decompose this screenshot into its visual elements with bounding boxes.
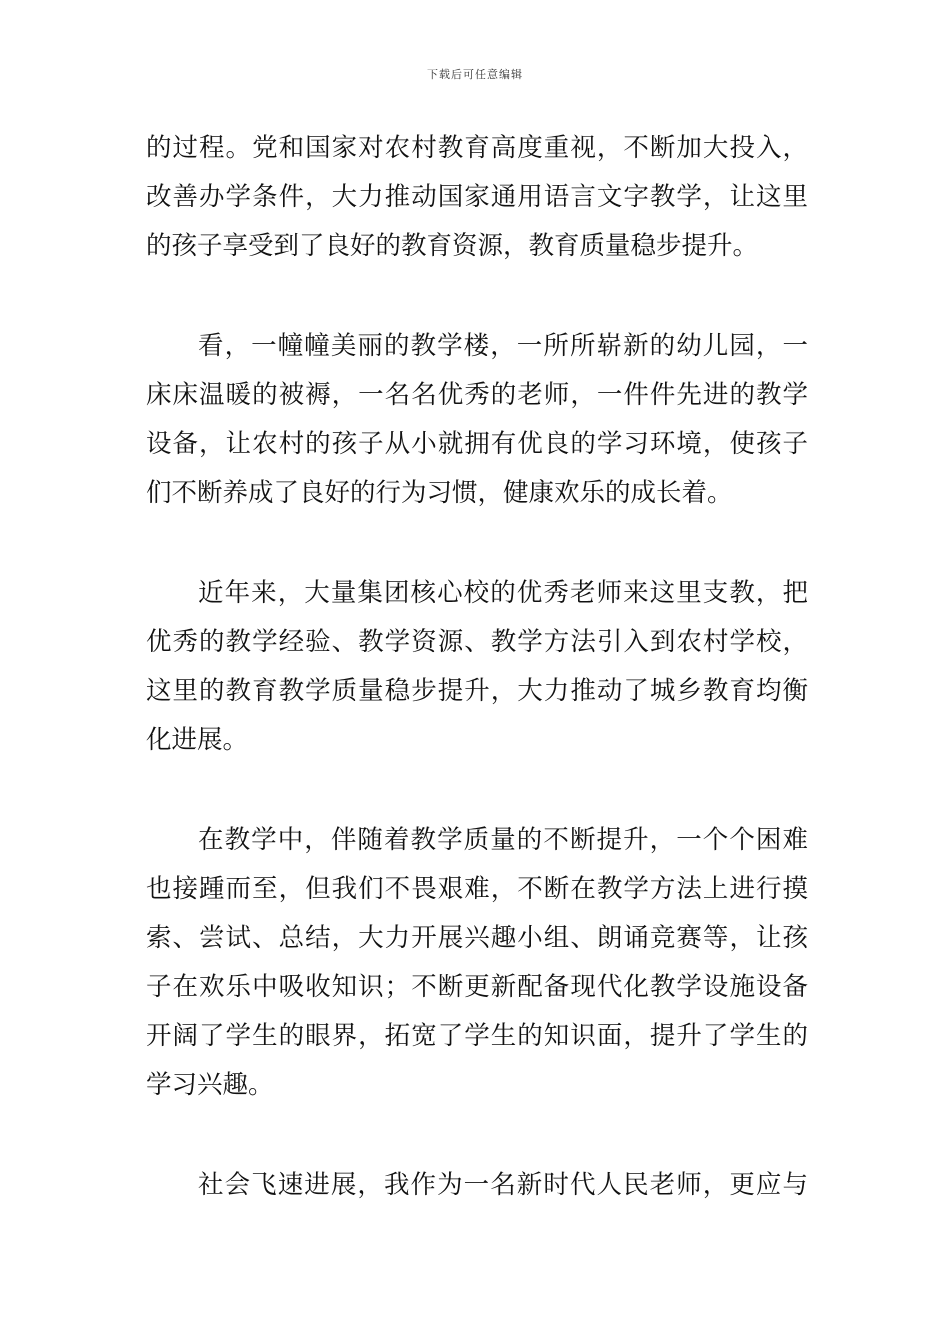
text-line: 这里的教育教学质量稳步提升，大力推动了城乡教育均衡 [146, 676, 808, 706]
paragraph-2 [146, 322, 808, 518]
paragraph-1 [146, 124, 808, 271]
text-line: 的过程。党和国家对农村教育高度重视，不断加大投入， [146, 133, 808, 163]
text-line: 们不断养成了良好的行为习惯，健康欢乐的成长着。 [146, 478, 733, 508]
paragraph-3 [146, 569, 808, 765]
text-line: 在教学中，伴随着教学质量的不断提升，一个个困难 [198, 825, 808, 855]
text-line: 的孩子享受到了良好的教育资源，教育质量稳步提升。 [146, 231, 759, 261]
page-header: 下载后可任意编辑 [427, 68, 523, 81]
text-line: 近年来，大量集团核心校的优秀老师来这里支教，把 [198, 578, 808, 608]
text-line: 子在欢乐中吸收知识；不断更新配备现代化教学设施设备 [146, 972, 808, 1002]
text-line: 化进展。 [146, 725, 249, 755]
document-body [146, 124, 808, 1261]
text-line: 开阔了学生的眼界，拓宽了学生的知识面，提升了学生的 [146, 1021, 808, 1051]
text-line: 看，一幢幢美丽的教学楼，一所所崭新的幼儿园，一 [198, 331, 808, 361]
text-line: 索、尝试、总结，大力开展兴趣小组、朗诵竞赛等，让孩 [146, 923, 808, 953]
paragraph-5 [146, 1161, 808, 1210]
text-line: 设备，让农村的孩子从小就拥有优良的学习环境，使孩子 [146, 429, 808, 459]
text-line: 优秀的教学经验、教学资源、教学方法引入到农村学校， [146, 627, 808, 657]
text-line: 学习兴趣。 [146, 1070, 274, 1100]
paragraph-4 [146, 816, 808, 1110]
text-line: 改善办学条件，大力推动国家通用语言文字教学，让这里 [146, 182, 808, 212]
text-line: 社会飞速进展，我作为一名新时代人民老师，更应与 [198, 1170, 808, 1200]
text-line: 床床温暖的被褥，一名名优秀的老师，一件件先进的教学 [146, 380, 808, 410]
text-line: 也接踵而至，但我们不畏艰难，不断在教学方法上进行摸 [146, 874, 808, 904]
